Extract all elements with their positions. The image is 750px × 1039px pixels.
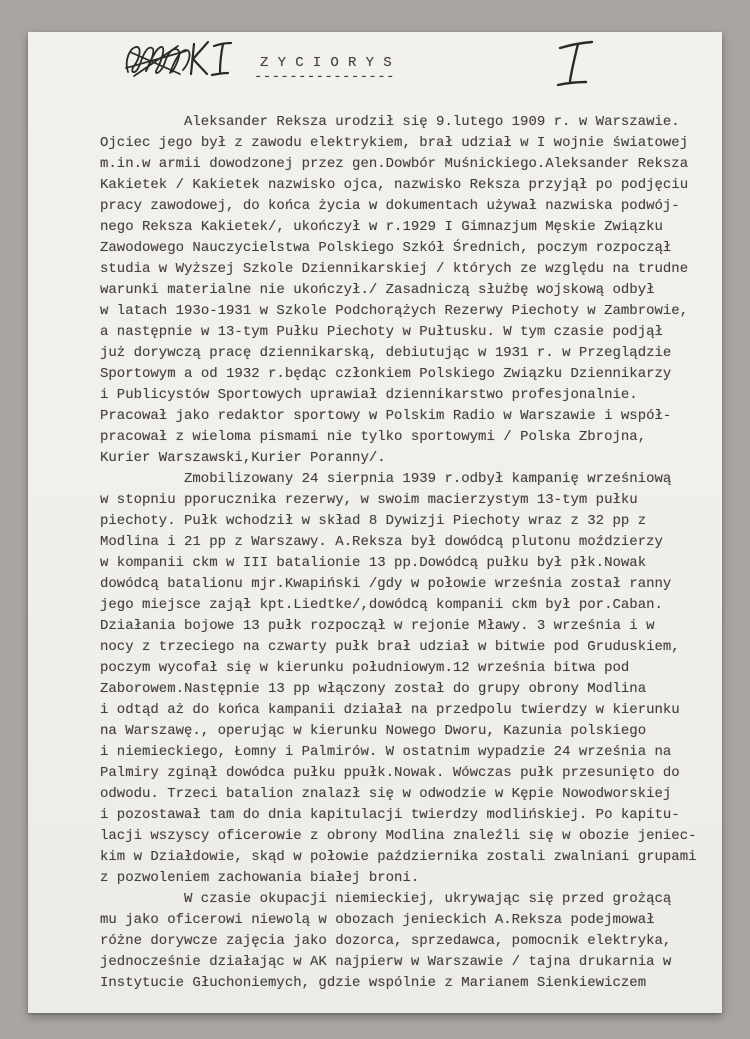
- text-line: Ojciec jego był z zawodu elektrykiem, brał udział w I wojnie światowej: [100, 135, 689, 151]
- text-line: Aleksander Reksza urodził się 9.lutego 1909 r. w Warszawie.: [184, 114, 680, 130]
- text-line: lacji wszyscy oficerowie z obrony Modlina znaleźli się w obozie jeniec-: [100, 828, 697, 844]
- text-line: i Publicystów Sportowych uprawiał dziennikarstwo profesjonalnie.: [100, 387, 638, 403]
- text-line: studia w Wyższej Szkole Dziennikarskiej / których ze względu na trudne: [100, 261, 689, 277]
- text-line: kim w Działdowie, skąd w połowie października zostali zwalniani grupami: [100, 849, 697, 865]
- text-line: w stopniu pporucznika rezerwy, w swoim macierzystym 13-tym pułku: [100, 492, 638, 508]
- document-title: Z Y C I O R Y S: [260, 55, 393, 71]
- text-line: i niemieckiego, Łomny i Palmirów. W ostatnim wypadzie 24 września na: [100, 744, 672, 760]
- text-line: Pracował jako redaktor sportowy w Polskim Radio w Warszawie i współ-: [100, 408, 672, 424]
- text-line: poczym wycofał się w kierunku południowym.12 września bitwa pod: [100, 660, 630, 676]
- text-line: nocy z trzeciego na czwarty pułk brał udział w bitwie pod Gruduskiem,: [100, 639, 680, 655]
- text-line: odwodu. Trzeci batalion znalazł się w odwodzie w Kępie Nowodworskiej: [100, 786, 672, 802]
- text-line: Działania bojowe 13 pułk rozpoczął w rejonie Mławy. 3 września i w: [100, 618, 655, 634]
- text-line: a następnie w 13-tym Pułku Piechoty w Pułtusku. W tym czasie podjął: [100, 324, 663, 340]
- text-line: pracował z wieloma pismami nie tylko sportowymi / Polska Zbrojna,: [100, 429, 647, 445]
- text-line: dowódcą batalionu mjr.Kwapiński /gdy w połowie września został ranny: [100, 576, 672, 592]
- text-line: Sportowym a od 1932 r.będąc członkiem Polskiego Związku Dziennikarzy: [100, 366, 672, 382]
- text-line: Zawodowego Nauczycielstwa Polskiego Szkół Średnich, poczym rozpoczął: [100, 240, 672, 256]
- text-line: Palmiry zginął dowódca pułku ppułk.Nowak. Wówczas pułk przesunięto do: [100, 765, 680, 781]
- text-line: piechoty. Pułk wchodził w skład 8 Dywizji Piechoty wraz z 32 pp z: [100, 513, 647, 529]
- text-line: w kompanii ckm w III batalionie 13 pp.Dowódcą pułku był płk.Nowak: [100, 555, 647, 571]
- text-line: Zmobilizowany 24 sierpnia 1939 r.odbył kampanię wrześniową: [184, 471, 672, 487]
- text-line: różne dorywcze zajęcia jako dozorca, sprzedawca, pomocnik elektryka,: [100, 933, 672, 949]
- text-line: Kurier Warszawski,Kurier Poranny/.: [100, 450, 386, 466]
- text-line: mu jako oficerowi niewolą w obozach jenieckich A.Reksza podejmował: [100, 912, 655, 928]
- handwritten-scribble-icon: [120, 38, 198, 86]
- text-line: i odtąd aż do końca kampanii działał na przedpolu twierdzy w kierunku: [100, 702, 680, 718]
- document-body: [100, 112, 714, 994]
- text-line: warunki materialne nie ukończył./ Zasadniczą służbę wojskową odbył: [100, 282, 655, 298]
- text-line: pracy zawodowej, do końca życia w dokumentach używał nazwiska podwój-: [100, 198, 680, 214]
- handwritten-ki-mark: [188, 40, 234, 82]
- text-line: w latach 193o-1931 w Szkole Podchorążych Rezerwy Piechoty w Zambrowie,: [100, 303, 689, 319]
- text-line: z pozwoleniem zachowania białej broni.: [100, 870, 420, 886]
- text-line: na Warszawę., operując w kierunku Nowego Dworu, Kazunia polskiego: [100, 723, 647, 739]
- text-line: Kakietek / Kakietek nazwisko ojca, nazwisko Reksza przyjął po podjęciu: [100, 177, 689, 193]
- text-line: jednocześnie działając w AK najpierw w Warszawie / tajna drukarnia w: [100, 954, 672, 970]
- text-line: Instytucie Głuchoniemych, gdzie wspólnie z Marianem Sienkiewiczem: [100, 975, 647, 991]
- text-line: już dorywczą pracę dziennikarską, debiutując w 1931 r. w Przeglądzie: [100, 345, 672, 361]
- text-line: m.in.w armii dowodzonej przez gen.Dowbór Muśnickiego.Aleksander Reksza: [100, 156, 689, 172]
- text-line: W czasie okupacji niemieckiej, ukrywając się przed grożącą: [184, 891, 672, 907]
- text-line: jego miejsce zajął kpt.Liedtke/,dowódcą kompanii ckm był por.Caban.: [100, 597, 663, 613]
- document-page: [28, 32, 722, 1013]
- text-line: Modlina i 21 pp z Warszawy. A.Reksza był dowódcą plutonu moździerzy: [100, 534, 663, 550]
- handwritten-page-number: [556, 38, 604, 88]
- text-line: nego Reksza Kakietek/, ukończył w r.1929 I Gimnazjum Męskie Związku: [100, 219, 663, 235]
- text-line: i pozostawał tam do dnia kapitulacji twierdzy modlińskiej. Po kapitu-: [100, 807, 680, 823]
- title-underline: ----------------: [254, 69, 395, 85]
- text-line: Zaborowem.Następnie 13 pp włączony został do grupy obrony Modlina: [100, 681, 647, 697]
